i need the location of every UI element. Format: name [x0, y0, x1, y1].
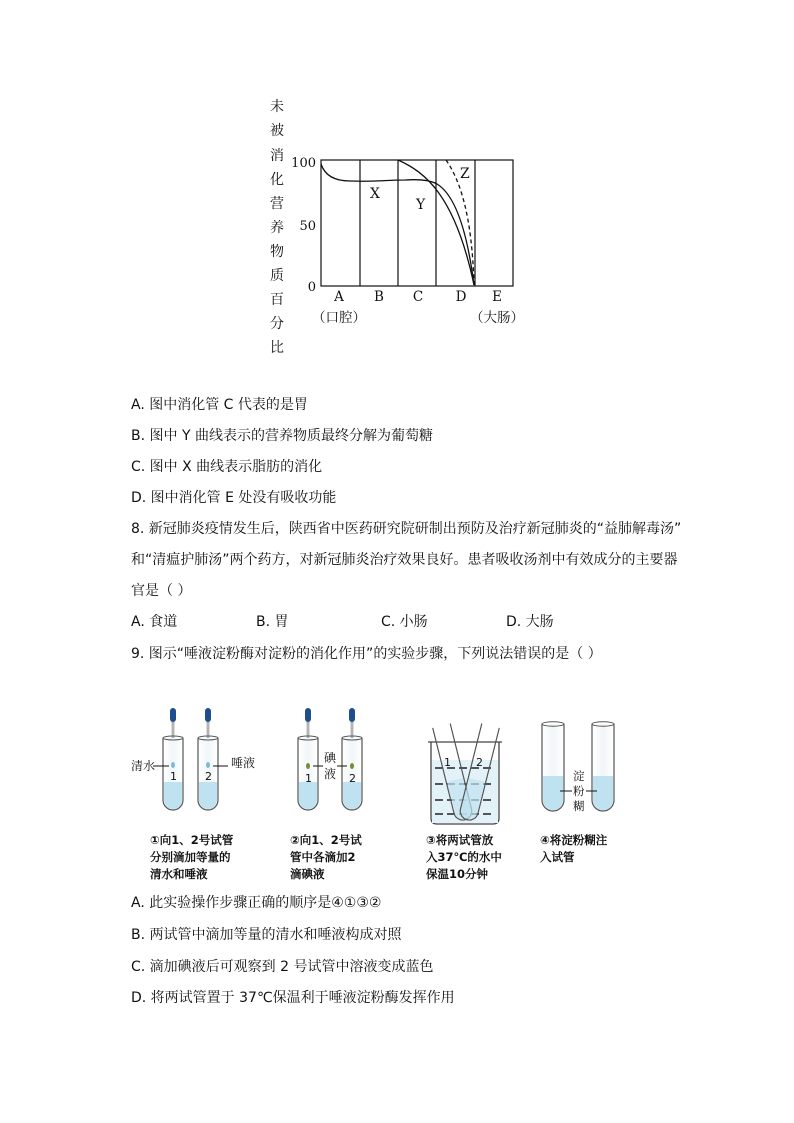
tube-number: 2: [349, 772, 356, 785]
q9-option-d[interactable]: D. 将两试管置于 37℃保温利于唾液淀粉酶发挥作用: [131, 990, 455, 1006]
section-label: D: [455, 289, 467, 305]
step1-apparatus: [153, 708, 228, 810]
step4-caption: ④将淀粉糊注 入试管: [540, 833, 608, 864]
y-tick-label: 50: [299, 219, 316, 234]
section-label: B: [374, 289, 384, 305]
iodine-drop-icon: [350, 763, 354, 769]
label-saliva: 唾液: [231, 756, 256, 770]
section-label: E: [492, 289, 502, 305]
digestion-graph: [255, 90, 545, 365]
label-water: 清水: [131, 759, 156, 773]
experiment-figure-svg: [125, 700, 645, 845]
tube-solution: [299, 782, 317, 809]
y-label-char: 质: [270, 268, 284, 284]
y-label-char: 比: [270, 340, 284, 356]
y-label-char: 未: [270, 99, 284, 115]
curve-label-y: Y: [416, 197, 426, 213]
q9-option-b[interactable]: B. 两试管中滴加等量的清水和唾液构成对照: [131, 927, 402, 943]
q8-stem-line-1: 8. 新冠肺炎疫情发生后，陕西省中医药研究院研制出预防及治疗新冠肺炎的“益肺解毒汤”: [131, 521, 682, 537]
y-label-char: 化: [270, 172, 284, 188]
drop-icon: [171, 762, 175, 768]
q7-option-c[interactable]: C. 图中 X 曲线表示脂肪的消化: [131, 459, 323, 475]
step1-caption: ①向1、2号试管 分别滴加等量的 清水和唾液: [150, 833, 234, 881]
label-iodine-char: 液: [324, 767, 337, 781]
tube-solution: [343, 782, 361, 809]
section-note-mouth: （口腔）: [312, 310, 366, 326]
label-starch-char: 淀: [573, 769, 585, 783]
q7-option-b[interactable]: B. 图中 Y 曲线表示的营养物质最终分解为葡萄糖: [131, 428, 433, 444]
y-tick-label: 100: [291, 156, 316, 171]
starch-paste: [593, 776, 613, 810]
y-label-char: 消: [270, 148, 284, 164]
tube-number: 2: [205, 770, 212, 783]
q8-option-a[interactable]: A. 食道: [131, 614, 178, 630]
tube-number: 1: [170, 770, 177, 783]
starch-paste: [543, 776, 563, 810]
y-tick-label: 0: [307, 280, 316, 295]
label-starch-char: 糊: [573, 799, 585, 813]
iodine-drop-icon: [306, 763, 310, 769]
y-label-char: 营: [270, 196, 284, 212]
curve-label-z: Z: [460, 166, 470, 182]
graph-frame: [321, 160, 513, 286]
q8-option-c[interactable]: C. 小肠: [381, 614, 428, 630]
q8-option-d[interactable]: D. 大肠: [506, 614, 554, 630]
q9-option-c[interactable]: C. 滴加碘液后可观察到 2 号试管中溶液变成蓝色: [131, 959, 434, 975]
q8-stem-line-2: 和“清瘟护肺汤”两个药方，对新冠肺炎治疗效果良好。患者吸收汤剂中有效成分的主要器: [131, 552, 678, 568]
label-iodine-char: 碘: [324, 751, 337, 765]
step3-caption: ③将两试管放 入37℃的水中 保温10分钟: [426, 833, 502, 881]
tube-solution: [199, 782, 217, 809]
step2-caption: ②向1、2号试 管中各滴加2 滴碘液: [290, 833, 362, 881]
tube-number: 2: [476, 756, 483, 769]
section-note-large-intestine: （大肠）: [470, 310, 524, 326]
section-label: A: [334, 289, 344, 305]
step3-apparatus: [428, 723, 502, 824]
digestion-graph-svg: [255, 90, 545, 365]
y-label-char: 分: [270, 316, 284, 332]
y-label-char: 养: [270, 220, 284, 236]
curve-label-x: X: [370, 186, 380, 202]
y-label-char: 百: [270, 292, 284, 308]
y-label-char: 物: [270, 244, 284, 260]
q9-option-a[interactable]: A. 此实验操作步骤正确的顺序是④①③②: [131, 895, 382, 911]
experiment-figure: [125, 700, 645, 845]
tube-number: 1: [444, 756, 451, 769]
section-label: C: [412, 289, 424, 305]
label-starch-char: 粉: [573, 784, 585, 798]
drop-icon: [206, 762, 210, 768]
q7-option-d[interactable]: D. 图中消化管 E 处没有吸收功能: [131, 490, 337, 506]
y-label-char: 被: [270, 123, 284, 139]
tube-solution: [164, 782, 182, 809]
q9-stem: 9. 图示“唾液淀粉酶对淀粉的消化作用”的实验步骤，下列说法错误的是（ ）: [131, 646, 602, 662]
q8-stem-line-3: 官是（ ）: [131, 583, 192, 599]
q7-option-a[interactable]: A. 图中消化管 C 代表的是胃: [131, 397, 308, 413]
q8-option-b[interactable]: B. 胃: [256, 614, 289, 630]
tube-number: 1: [305, 772, 312, 785]
